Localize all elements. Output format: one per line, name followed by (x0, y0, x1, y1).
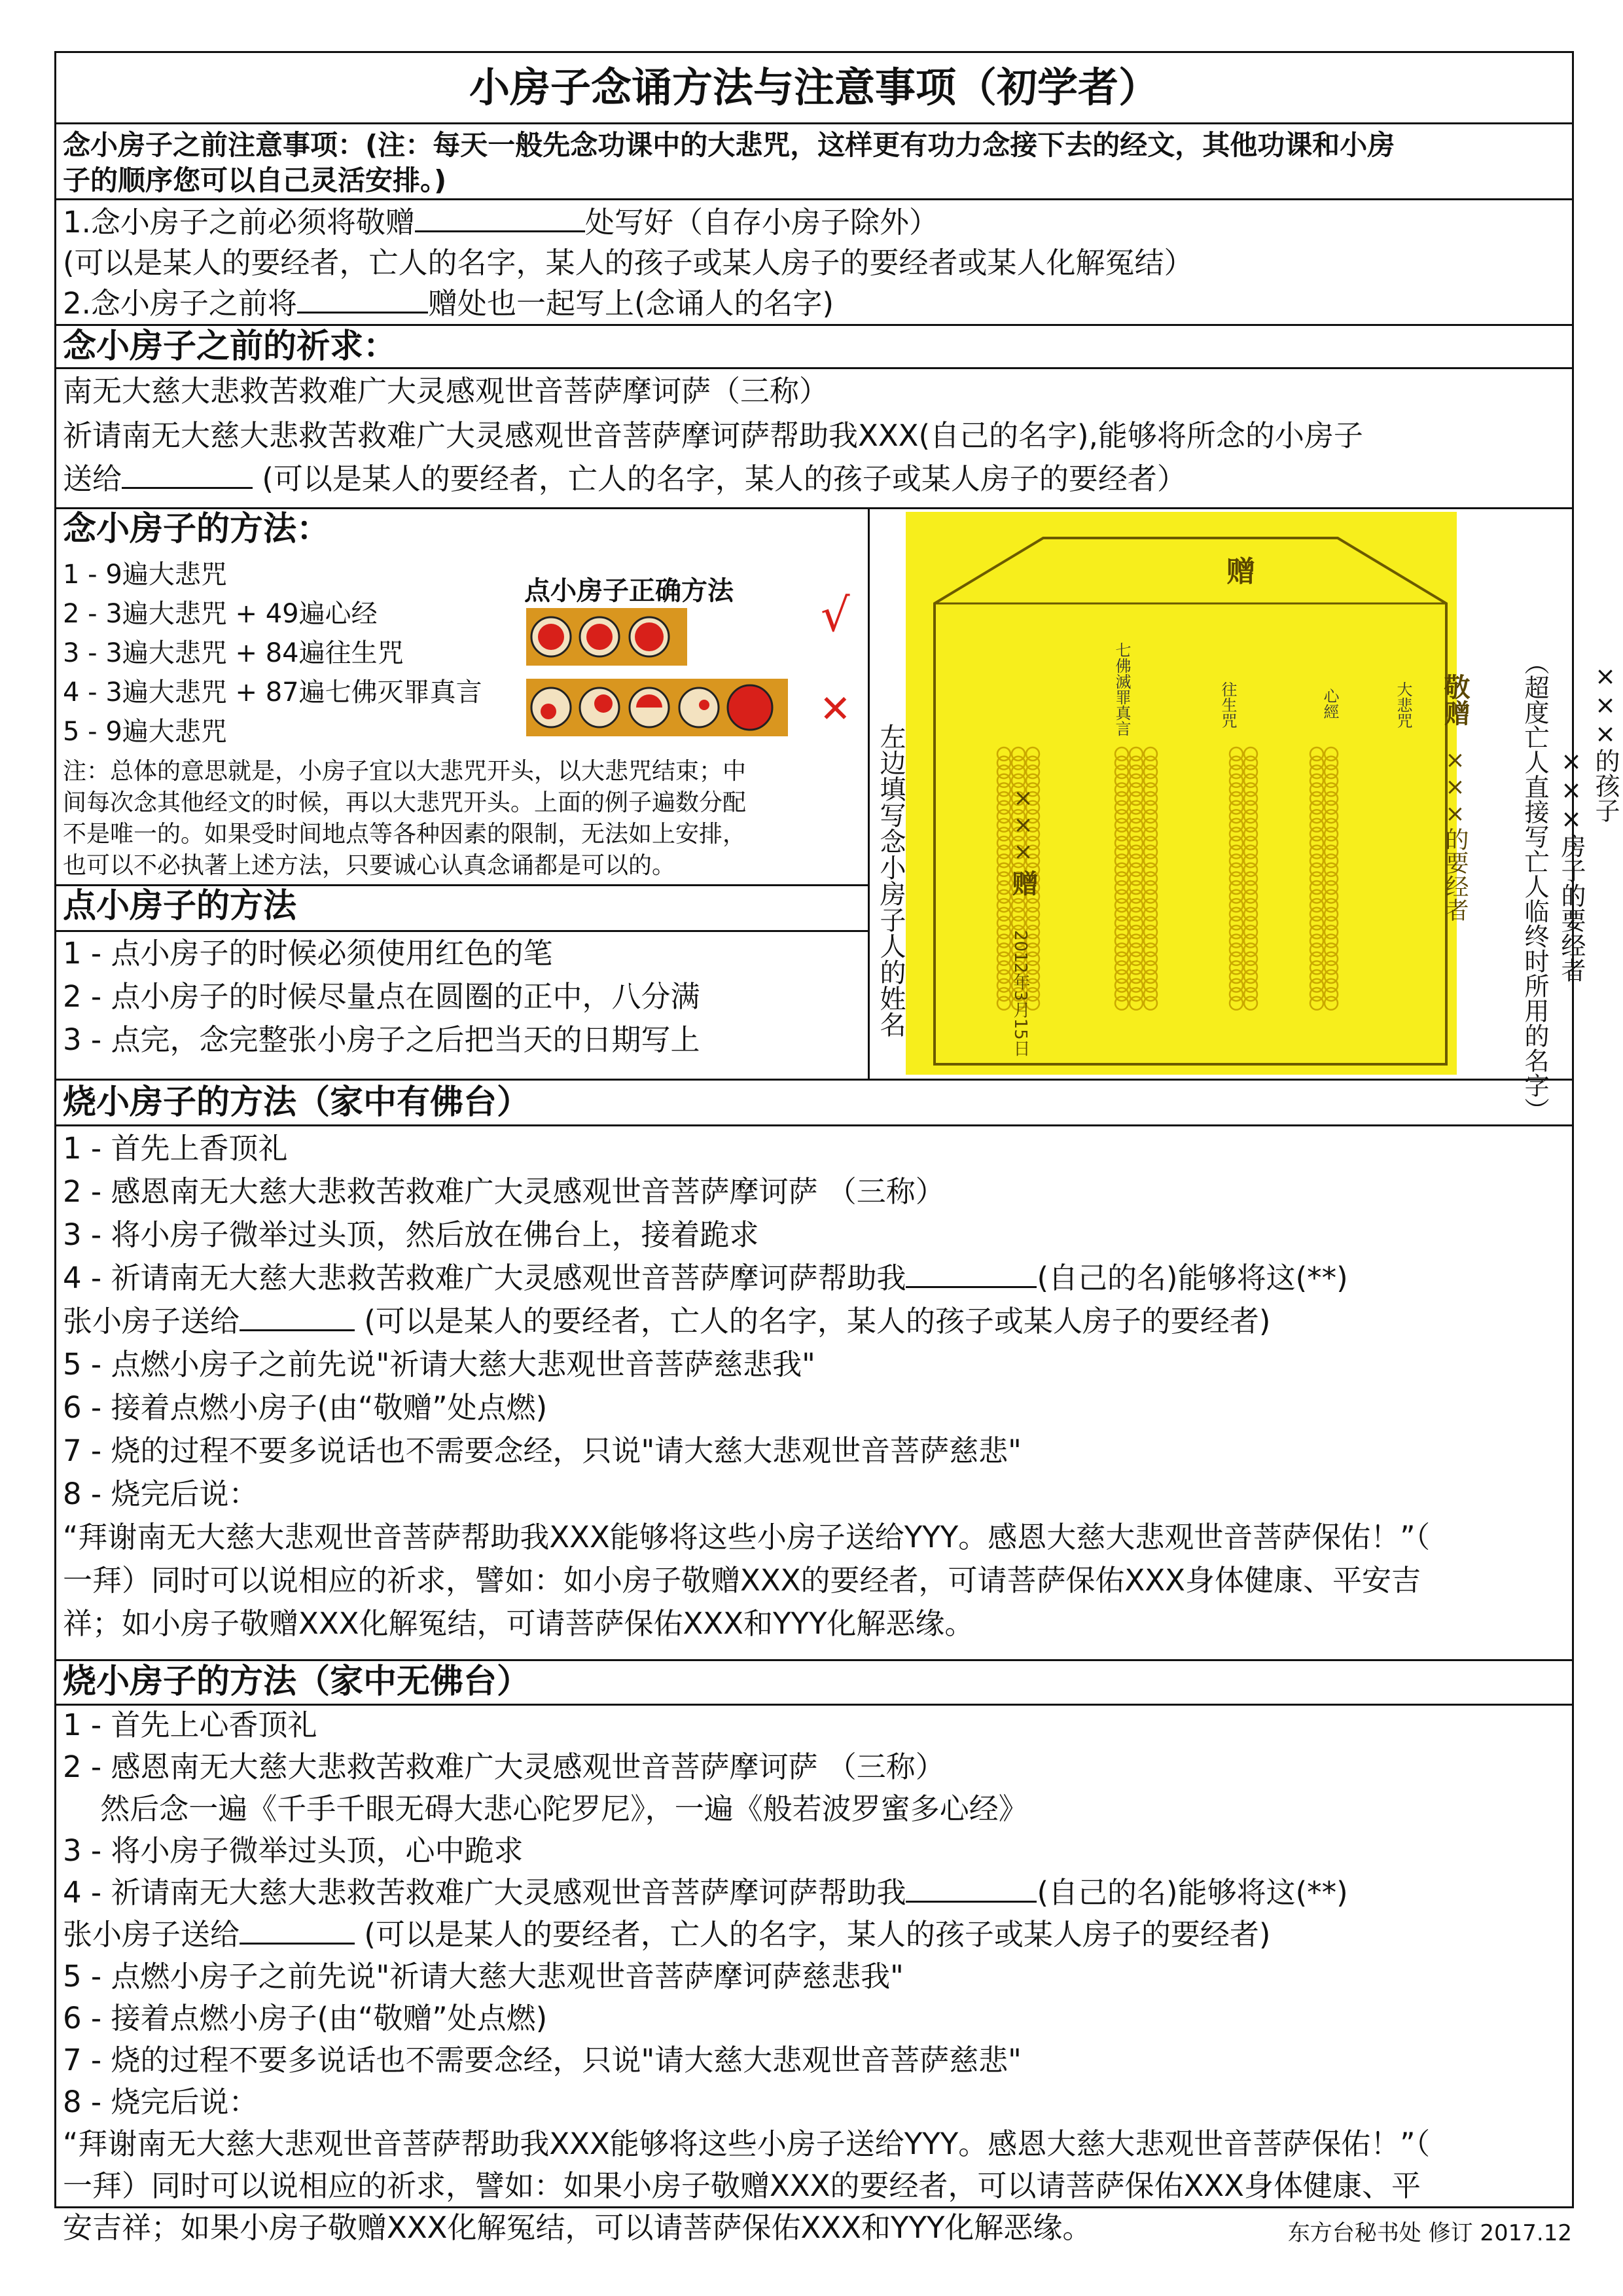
method-note-4: 也可以不必执著上述方法，只要诚心认真念诵都是可以的。 (63, 852, 676, 879)
house-right-label-3: （超度亡人直接写亡人临终时所用的名字） (1520, 650, 1549, 1122)
house-date: 2012年3月15日 (1010, 930, 1030, 1057)
dot-demo-figure (526, 608, 840, 739)
house-right-label-1: ×××的孩子 (1591, 662, 1620, 823)
house-col-label-1: 七佛滅罪真言 (1113, 642, 1131, 736)
dot-item-2: 2 - 点小房子的时候尽量点在圆圈的正中，八分满 (63, 979, 700, 1014)
blank-field (240, 1303, 355, 1332)
pre-notes-line1: 念小房子之前注意事项：(注：每天一般先念功课中的大悲咒，这样更有功力念接下去的经文，其他功课和小房 (63, 129, 1395, 161)
house-sender-name: ××× (1010, 785, 1037, 865)
burn2-item-2: 2 - 感恩南无大慈大悲救苦救难广大灵感观世音菩萨摩诃萨 （三称） (63, 1749, 945, 1784)
prep-section (56, 198, 1572, 324)
burn2-item-2-cont: 然后念一遍《千手千眼无碍大悲心陀罗尼》，一遍《般若波罗蜜多心经》 (63, 1791, 1028, 1826)
house-col-label-2: 往生咒 (1219, 681, 1237, 728)
blank-field (240, 1916, 355, 1945)
burn1-item-4-cont: 张小房子送给 (可以是某人的要经者，亡人的名字，某人的孩子或某人房子的要经者) (63, 1304, 1271, 1338)
house-sender-zeng: 赠 (1008, 870, 1038, 896)
burn1-item-6: 6 - 接着点燃小房子(由“敬赠”处点燃) (63, 1390, 548, 1425)
divider (56, 884, 868, 886)
dot-item-3: 3 - 点完，念完整张小房子之后把当天的日期写上 (63, 1022, 700, 1057)
burn2-item-1: 1 - 首先上心香顶礼 (63, 1708, 317, 1742)
blank-field (415, 204, 585, 233)
burn1-section (56, 1124, 1572, 1659)
dot-item-1: 1 - 点小房子的时候必须使用红色的笔 (63, 936, 553, 971)
burn1-item-2: 2 - 感恩南无大慈大悲救苦救难广大灵感观世音菩萨摩诃萨 （三称） (63, 1174, 945, 1209)
prayer-line1: 南无大慈大悲救苦救难广大灵感观世音菩萨摩诃萨（三称） (63, 374, 829, 408)
burn1-closing-2: 一拜）同时可以说相应的祈求，譬如：如小房子敬赠XXX的要经者，可请菩萨保佑XXX身体健康、平安吉 (63, 1563, 1421, 1598)
house-top-label: 赠 (1226, 555, 1255, 588)
method-note-2: 间每次念其他经文的时候，再以大悲咒开头。上面的例子遍数分配 (63, 789, 747, 816)
blank-field (297, 285, 428, 314)
burn1-item-1: 1 - 首先上香顶礼 (63, 1131, 288, 1166)
prayer-heading-row (56, 324, 1572, 367)
burn1-heading-row (56, 1079, 1572, 1124)
burn1-item-3: 3 - 将小房子微举过头顶，然后放在佛台上，接着跪求 (63, 1217, 759, 1252)
prayer-line2: 祈请南无大慈大悲救苦救难广大灵感观世音菩萨摩诃萨帮助我XXX(自己的名字),能够将所念的小房子 (63, 418, 1363, 453)
prep-item2: 2.念小房子之前将 赠处也一起写上(念诵人的名字) (63, 286, 834, 321)
blank-field (906, 1260, 1037, 1289)
page-title: 小房子念诵方法与注意事项（初学者） (469, 63, 1159, 111)
house-recipient: ×××的要经者 (1442, 747, 1469, 922)
burn2-item-4: 4 - 祈请南无大慈大悲救苦救难广大灵感观世音菩萨摩诃萨帮助我 (自己的名)能够将这(**) (63, 1875, 1348, 1910)
method-note-3: 不是唯一的。如果受时间地点等各种因素的限制，无法如上安排， (63, 821, 747, 848)
burn2-closing-1: “拜谢南无大慈大悲观世音菩萨帮助我XXX能够将这些小房子送给YYY。感恩大慈大悲观世音菩萨保佑！”（ (63, 2126, 1431, 2161)
burn1-closing-1: “拜谢南无大慈大悲观世音菩萨帮助我XXX能够将这些小房子送给YYY。感恩大慈大悲观世音菩萨保佑！”（ (63, 1520, 1431, 1554)
method-item-3: 3 - 3遍大悲咒 + 84遍往生咒 (63, 638, 404, 668)
burn2-item-8: 8 - 烧完后说： (63, 2085, 259, 2119)
cross-mark-icon: ✕ (819, 687, 851, 731)
dot-demo-title: 点小房子正确方法 (524, 576, 734, 606)
burn1-closing-3: 祥；如小房子敬赠XXX化解冤结，可请菩萨保佑XXX和YYY化解恶缘。 (63, 1606, 974, 1641)
dot-heading: 点小房子的方法 (63, 887, 297, 925)
prep-item1: 1.念小房子之前必须将敬赠 处写好（自存小房子除外） (63, 205, 938, 240)
house-left-label: 左边填写念小房子人的姓名 (876, 723, 906, 1037)
burn2-item-7: 7 - 烧的过程不要多说话也不需要念经，只说"请大慈大悲观世音菩萨慈悲" (63, 2043, 1022, 2077)
prep-item1-note: (可以是某人的要经者，亡人的名字，某人的孩子或某人房子的要经者或某人化解冤结） (63, 245, 1194, 280)
burn2-heading-row (56, 1659, 1572, 1704)
burn2-closing-2: 一拜）同时可以说相应的祈求，譬如：如果小房子敬赠XXX的要经者，可以请菩萨保佑XXX身体健康、平 (63, 2168, 1421, 2203)
divider (56, 930, 868, 932)
house-diagram (906, 512, 1457, 1075)
burn1-item-4: 4 - 祈请南无大慈大悲救苦救难广大灵感观世音菩萨摩诃萨帮助我 (自己的名)能够将这(**) (63, 1261, 1348, 1295)
house-col-label-3: 心經 (1321, 688, 1339, 719)
prayer-line3: 送给 (可以是某人的要经者，亡人的名字，某人的孩子或某人房子的要经者） (63, 461, 1186, 496)
burn2-item-4-cont: 张小房子送给 (可以是某人的要经者，亡人的名字，某人的孩子或某人房子的要经者) (63, 1917, 1271, 1952)
footer-revision: 东方台秘书处 修订 2017.12 (1287, 2220, 1572, 2246)
house-jingzeng: 敬赠 (1440, 673, 1470, 726)
burn2-item-3: 3 - 将小房子微举过头顶，心中跪求 (63, 1833, 524, 1868)
burn2-closing-3: 安吉祥；如果小房子敬赠XXX化解冤结，可以请菩萨保佑XXX和YYY化解恶缘。 (63, 2210, 1092, 2245)
prayer-section (56, 367, 1572, 507)
pre-notes-line2: 子的顺序您可以自己灵活安排。) (63, 164, 447, 196)
house-right-label-2: ×××房子的要经者 (1557, 747, 1586, 982)
burn2-heading: 烧小房子的方法（家中无佛台） (63, 1662, 531, 1701)
burn1-item-5: 5 - 点燃小房子之前先说"祈请大慈大悲观世音菩萨慈悲我" (63, 1347, 815, 1382)
method-heading: 念小房子的方法： (63, 510, 330, 548)
method-item-5: 5 - 9遍大悲咒 (63, 717, 227, 747)
burn2-item-6: 6 - 接着点燃小房子(由“敬赠”处点燃) (63, 2001, 548, 2036)
blank-field (906, 1874, 1037, 1903)
house-background (906, 512, 1457, 1075)
method-item-2: 2 - 3遍大悲咒 + 49遍心经 (63, 599, 378, 629)
house-col-label-4: 大悲咒 (1394, 681, 1412, 728)
method-item-4: 4 - 3遍大悲咒 + 87遍七佛灭罪真言 (63, 677, 482, 708)
method-note-1: 注：总体的意思就是，小房子宜以大悲咒开头，以大悲咒结束；中 (63, 758, 747, 785)
blank-field (122, 461, 253, 490)
column-divider (868, 507, 870, 1079)
burn1-item-7: 7 - 烧的过程不要多说话也不需要念经，只说"请大慈大悲观世音菩萨慈悲" (63, 1433, 1022, 1468)
method-item-1: 1 - 9遍大悲咒 (63, 560, 227, 590)
burn1-heading: 烧小房子的方法（家中有佛台） (63, 1083, 531, 1122)
burn2-item-5: 5 - 点燃小房子之前先说"祈请大慈大悲观世音菩萨摩诃萨慈悲我" (63, 1959, 904, 1994)
burn1-item-8: 8 - 烧完后说： (63, 1477, 259, 1511)
pre-notes-section (56, 122, 1572, 198)
prayer-heading: 念小房子之前的祈求： (63, 327, 397, 366)
correct-dots (531, 617, 669, 656)
check-mark-icon: √ (821, 588, 850, 642)
